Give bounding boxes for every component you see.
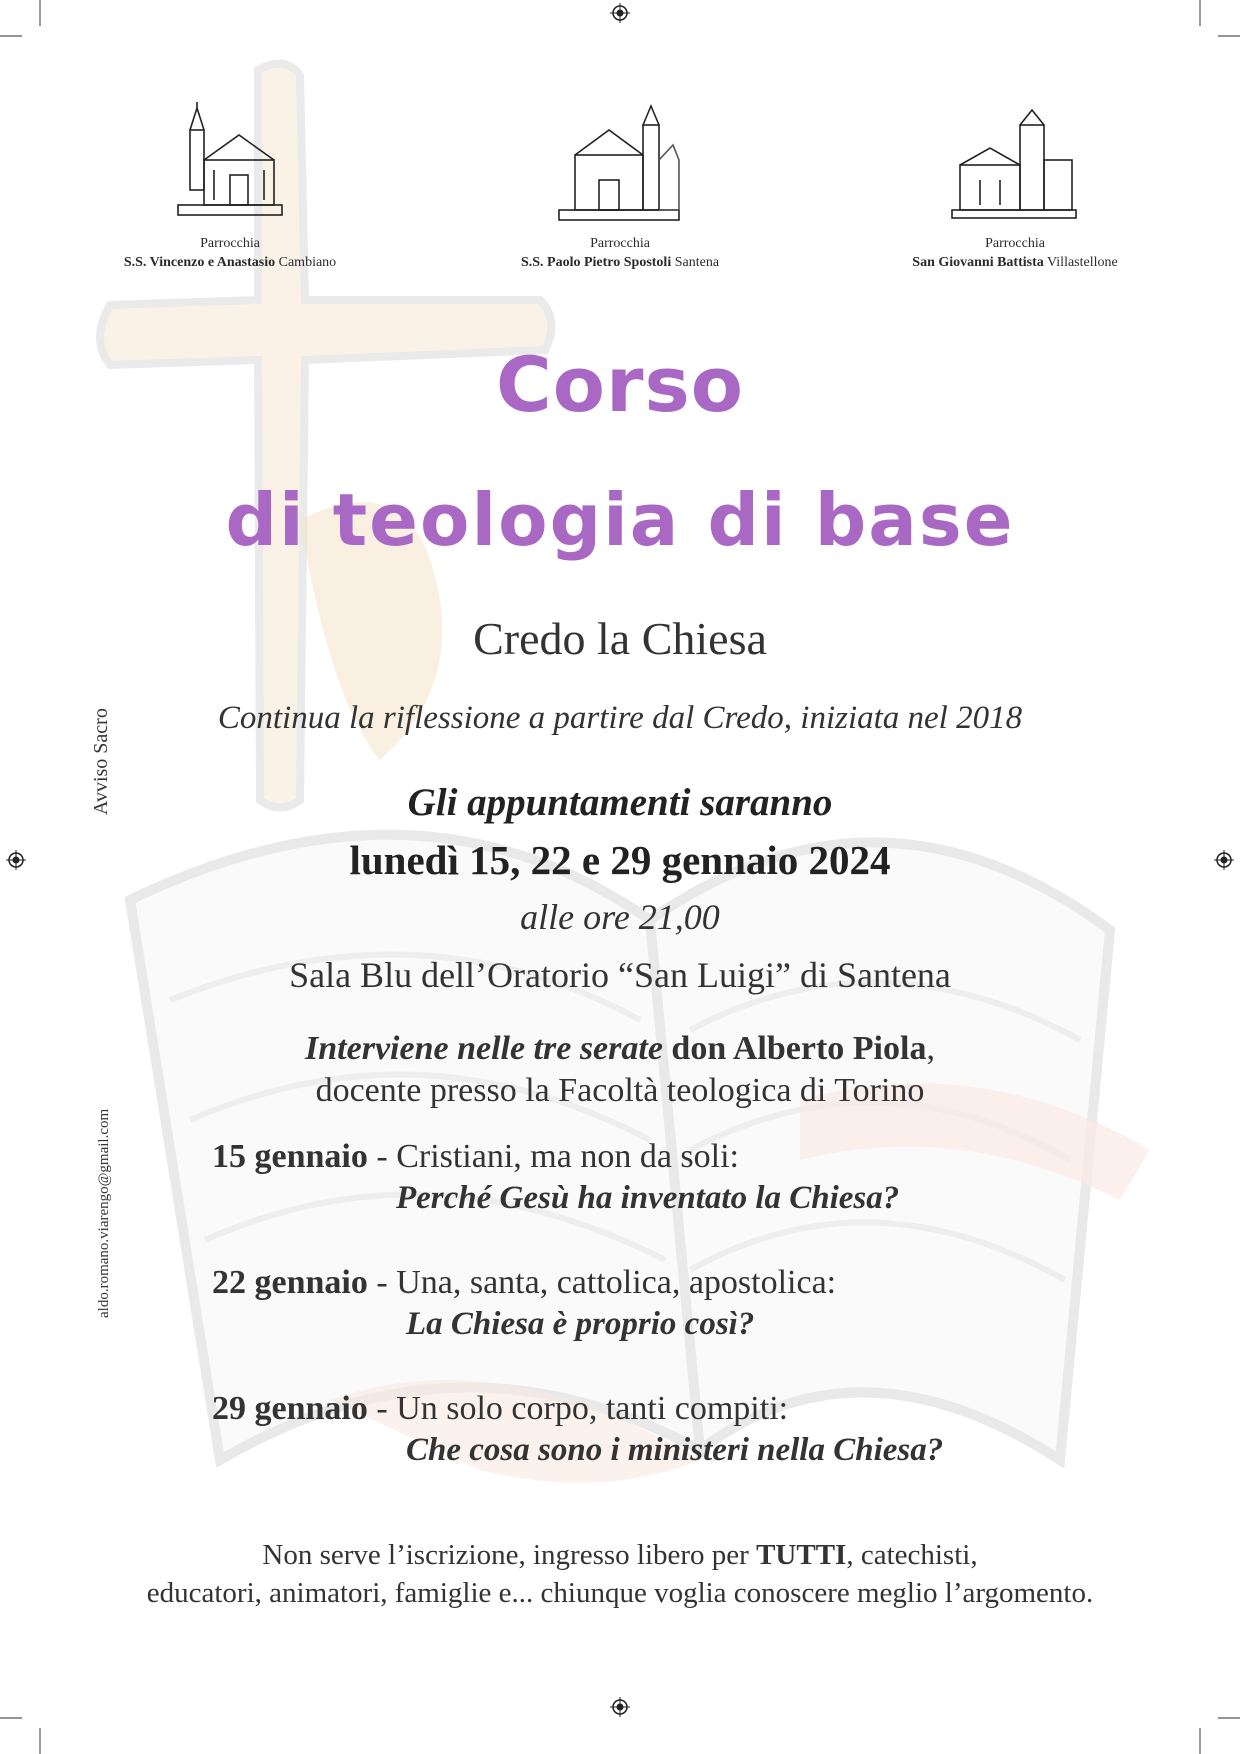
speaker-comma: , <box>926 1030 935 1067</box>
event-date: 29 gennaio <box>212 1390 368 1427</box>
parish-label: Parrocchia <box>200 236 260 251</box>
event-separator: - <box>367 1390 397 1427</box>
event-topic: Un solo corpo, tanti compiti: <box>396 1390 789 1427</box>
church-icon <box>170 100 290 230</box>
parish-label: Parrocchia <box>590 236 650 251</box>
event-date: 15 gennaio <box>212 1138 368 1175</box>
speaker-prefix: Interviene nelle tre serate <box>305 1030 663 1067</box>
email-label: aldo.romano.viarengo@gmail.com <box>96 1108 112 1318</box>
event-topic: Cristiani, ma non da soli: <box>396 1138 739 1175</box>
parish-villastellone <box>850 100 1180 272</box>
church-icon <box>555 100 685 230</box>
parish-town: Cambiano <box>278 255 337 270</box>
notice-label: Avviso Sacro <box>90 708 112 815</box>
parish-label: Parrocchia <box>985 236 1045 251</box>
event-item <box>212 1264 836 1302</box>
event-question: Che cosa sono i ministeri nella Chiesa? <box>406 1432 944 1468</box>
parish-name: S.S. Vincenzo e Anastasio <box>123 255 276 270</box>
footer-part2: , catechisti, <box>846 1539 978 1571</box>
appointments-place: Sala Blu dell’Oratorio “San Luigi” di Santena <box>289 955 951 995</box>
registration-mark-icon <box>610 1697 630 1717</box>
appointments-intro: Gli appuntamenti saranno <box>407 781 833 824</box>
event-item <box>212 1138 739 1176</box>
event-item <box>212 1390 788 1428</box>
parish-cambiano <box>65 100 395 272</box>
intro-text: Continua la riflessione a partire dal Credo, iniziata nel 2018 <box>217 700 1023 736</box>
appointments-time: alle ore 21,00 <box>520 897 720 937</box>
church-icon <box>950 100 1080 230</box>
parish-name: S.S. Paolo Pietro Spostoli <box>520 255 672 270</box>
footer-note <box>0 1536 1240 1612</box>
parish-town: Villastellone <box>1047 255 1118 270</box>
registration-mark-icon <box>610 3 630 23</box>
event-date: 22 gennaio <box>212 1264 368 1301</box>
title-line-1: Corso <box>496 340 744 429</box>
parish-town: Santena <box>674 255 720 270</box>
event-separator: - <box>367 1264 397 1301</box>
speaker-role: docente presso la Facoltà teologica di Torino <box>315 1072 925 1109</box>
parish-name: San Giovanni Battista <box>912 255 1044 270</box>
footer-bold: TUTTI <box>756 1539 847 1571</box>
footer-part1: Non serve l’iscrizione, ingresso libero per <box>262 1539 757 1571</box>
event-topic: Una, santa, cattolica, apostolica: <box>396 1264 837 1301</box>
appointments-dates: lunedì 15, 22 e 29 gennaio 2024 <box>349 837 891 883</box>
event-question: La Chiesa è proprio così? <box>406 1306 755 1342</box>
parish-santena <box>455 100 785 272</box>
title-line-2: di teologia di base <box>225 478 1015 562</box>
event-question: Perché Gesù ha inventato la Chiesa? <box>396 1180 900 1216</box>
subtitle: Credo la Chiesa <box>473 613 767 664</box>
speaker-block <box>0 1028 1240 1112</box>
event-separator: - <box>367 1138 397 1175</box>
footer-line2: educatori, animatori, famiglie e... chiunque voglia conoscere meglio l’argomento. <box>146 1577 1094 1609</box>
speaker-name: don Alberto Piola <box>671 1030 927 1067</box>
